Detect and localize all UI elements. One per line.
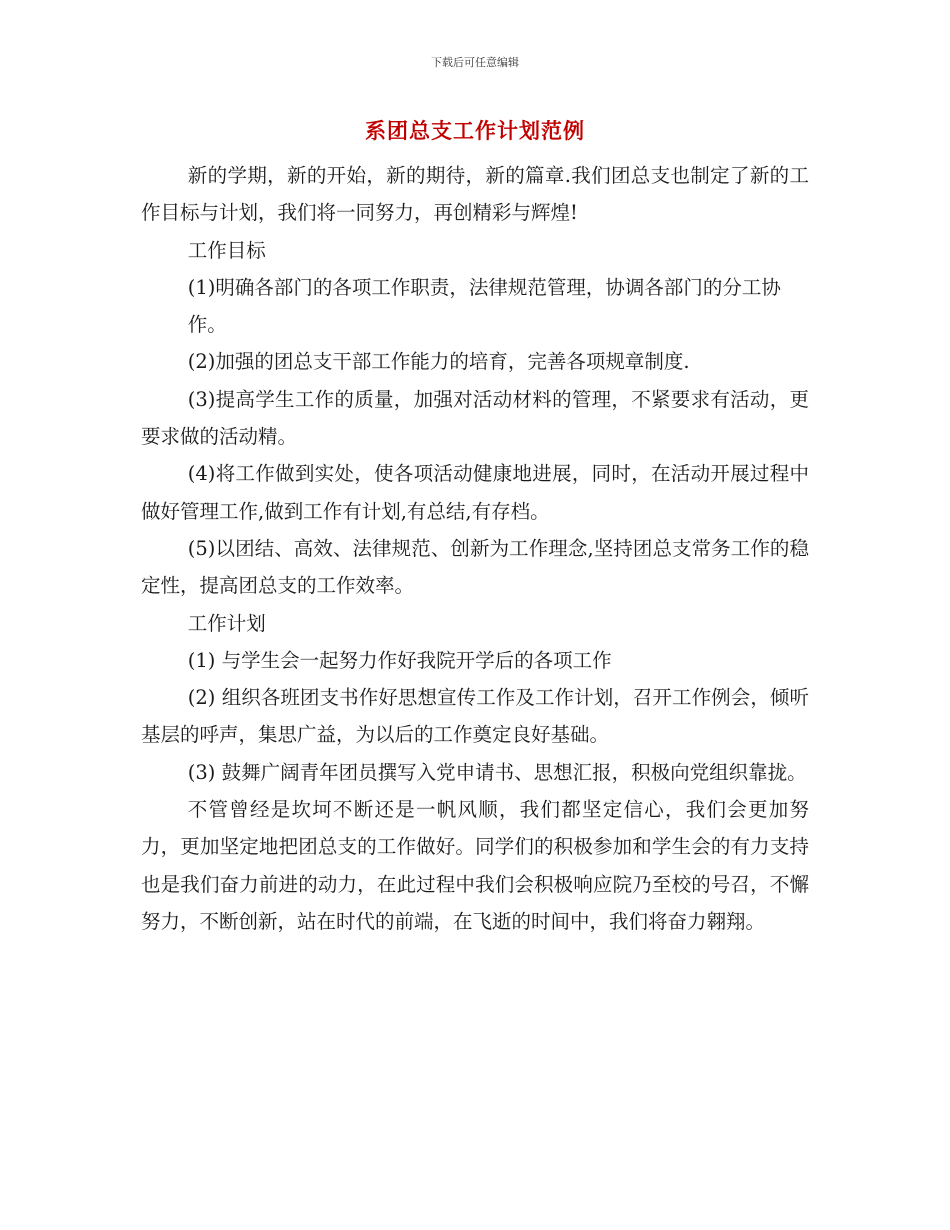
goal-item-4: (4)将工作做到实处，使各项活动健康地进展，同时，在活动开展过程中做好管理工作,做到工作有计划,有总结,有存档。 [141, 462, 809, 523]
plan-heading: 工作计划 [187, 611, 266, 635]
goal-item-3: (3)提高学生工作的质量，加强对活动材料的管理，不紧要求有活动，更要求做的活动精。 [141, 387, 809, 449]
page-header-note: 下载后可任意编辑 [431, 56, 519, 69]
intro-paragraph: 新的学期，新的开始，新的期待，新的篇章.我们团总支也制定了新的工作目标与计划，我们将一同努力，再创精彩与辉煌! [141, 164, 809, 225]
plan-item-1: (1) 与学生会一起努力作好我院开学后的各项工作 [187, 648, 612, 672]
goal-item-1-continued: 作。 [187, 313, 227, 337]
document-title: 系团总支工作计划范例 [365, 119, 585, 143]
goal-item-2: (2)加强的团总支干部工作能力的培育，完善各项规章制度. [187, 350, 690, 374]
goal-item-1: (1)明确各部门的各项工作职责，法律规范管理，协调各部门的分工协 [187, 275, 781, 299]
document-body [141, 157, 809, 940]
closing-paragraph: 不管曾经是坎坷不断还是一帆风顺，我们都坚定信心，我们会更加努力，更加坚定地把团总支的工作做好。同学们的积极参加和学生会的有力支持也是我们奋力前进的动力，在此过程中我们会积极响应院乃至校的号召，不懈努力，不断创新，站在时代的前端，在飞逝的时间中，我们将奋力翱翔。 [141, 798, 809, 933]
plan-item-2: (2) 组织各班团支书作好思想宣传工作及工作计划，召开工作例会，倾听基层的呼声，集思广益，为以后的工作奠定良好基础。 [141, 686, 809, 747]
goals-heading: 工作目标 [187, 238, 266, 262]
goal-item-5: (5)以团结、高效、法律规范、创新为工作理念,坚持团总支常务工作的稳定性，提高团总支的工作效率。 [141, 536, 809, 598]
plan-item-3: (3) 鼓舞广阔青年团员撰写入党申请书、思想汇报，积极向党组织靠拢。 [187, 760, 807, 784]
